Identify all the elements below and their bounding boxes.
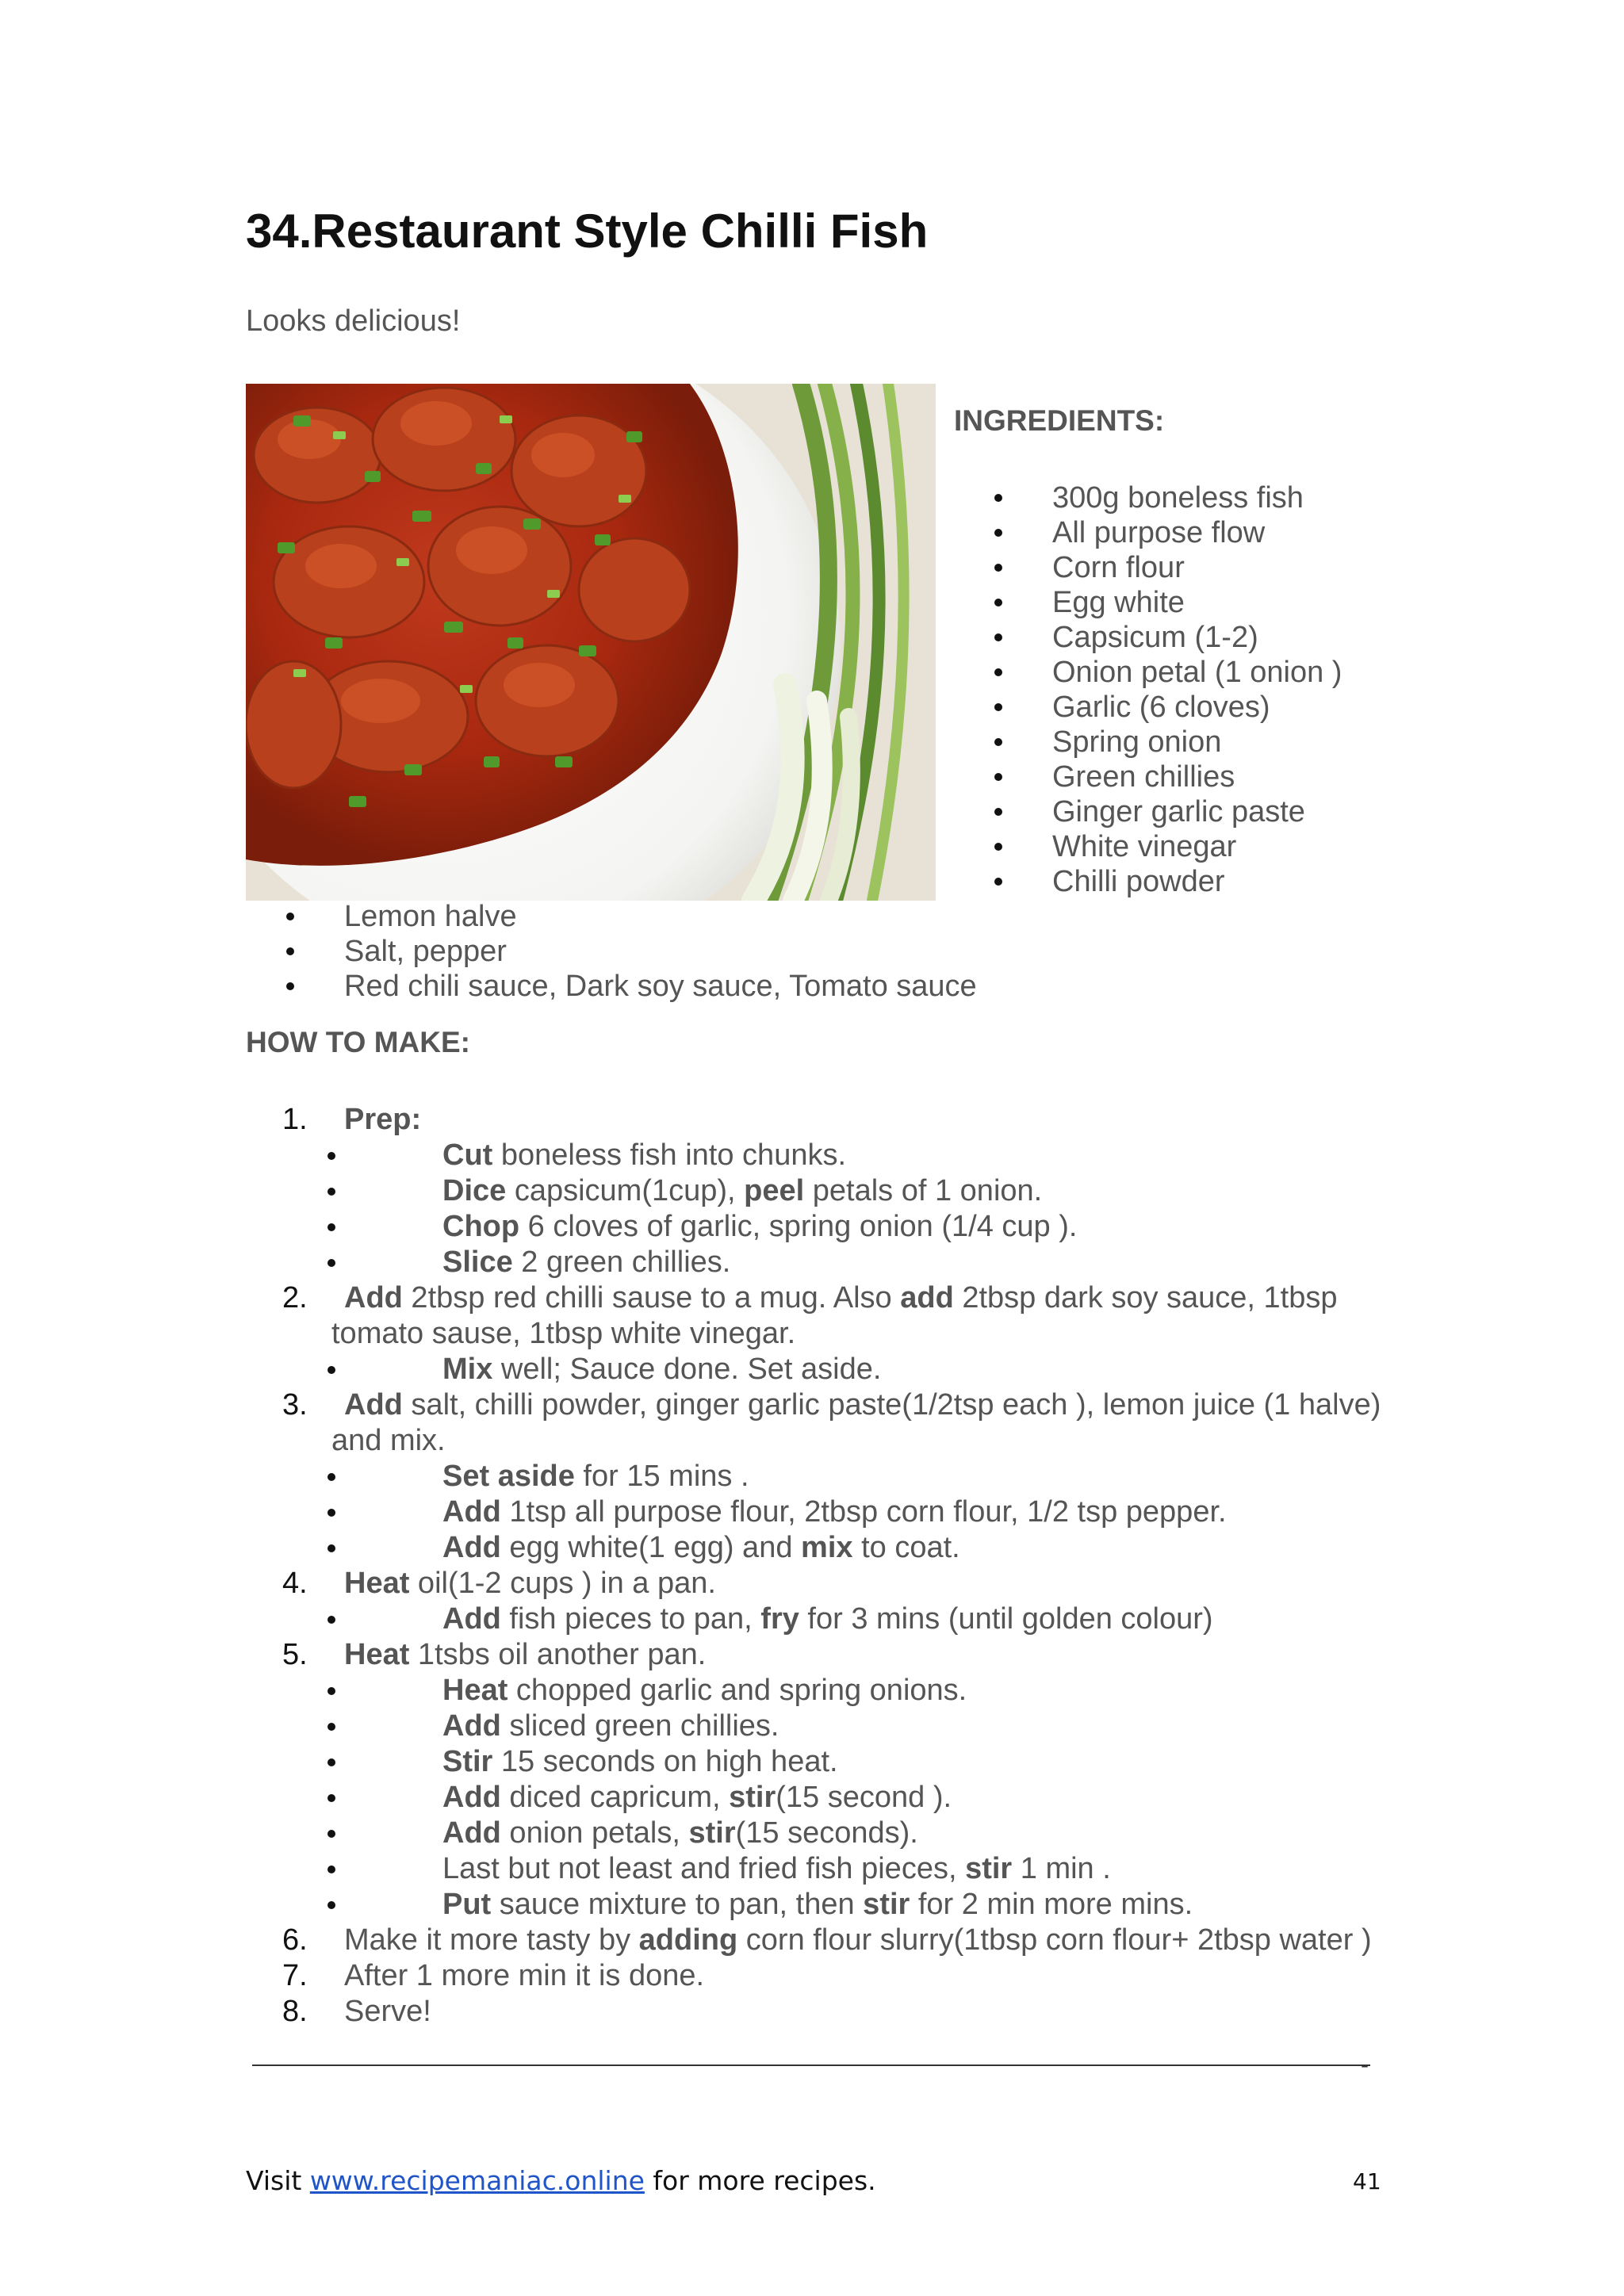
step-text: (15 seconds). [735, 1816, 918, 1850]
emphasis-text: Mix [442, 1353, 493, 1386]
sub-step-item [0, 1744, 1624, 1780]
bullet-icon [327, 1794, 335, 1802]
emphasis-text: Chop [442, 1210, 520, 1243]
emphasis-text: Heat [344, 1567, 410, 1600]
ingredient-item [344, 934, 977, 969]
bullet-icon [994, 599, 1002, 607]
sub-step-item [0, 1530, 1624, 1566]
ingredient-text: Corn flour [1052, 551, 1185, 584]
emphasis-text: Add [442, 1816, 501, 1850]
step-number: 4. [282, 1567, 308, 1600]
bullet-icon [994, 703, 1002, 711]
step-text: onion petals, [500, 1816, 689, 1850]
ingredient-item [1052, 585, 1342, 620]
step-text: Make it more tasty by [344, 1923, 639, 1957]
step-item [0, 1958, 1624, 1994]
emphasis-text: add [900, 1281, 954, 1314]
bullet-icon [327, 1901, 335, 1909]
emphasis-text: Add [442, 1602, 501, 1636]
step-item [0, 1637, 1624, 1673]
step-text: 2 green chillies. [512, 1246, 731, 1279]
emphasis-text: stir [965, 1852, 1013, 1885]
chilli-fish-photo [246, 384, 936, 901]
recipe-title: 34.Restaurant Style Chilli Fish [246, 205, 929, 258]
bullet-icon [994, 494, 1002, 502]
ingredient-text: Onion petal (1 onion ) [1052, 656, 1342, 689]
ingredient-item [1052, 690, 1342, 725]
bullet-icon [327, 1830, 335, 1838]
step-text: well; Sauce done. Set aside. [492, 1353, 882, 1386]
ingredient-item [1052, 550, 1342, 585]
emphasis-text: Heat [442, 1674, 508, 1707]
sub-step-item [0, 1780, 1624, 1816]
ingredient-text: Spring onion [1052, 725, 1222, 759]
ingredient-item [1052, 480, 1342, 515]
sub-step-item [0, 1816, 1624, 1851]
step-number: 8. [282, 1995, 308, 2028]
step-text: corn flour slurry(1tbsp corn flour+ 2tbsp water ) [737, 1923, 1372, 1957]
ingredient-text: Capsicum (1-2) [1052, 621, 1258, 654]
emphasis-text: stir [688, 1816, 736, 1850]
step-text: petals of 1 onion. [804, 1174, 1043, 1207]
step-number: 2. [282, 1281, 308, 1314]
sub-step-item [0, 1673, 1624, 1709]
emphasis-text: Slice [442, 1246, 513, 1279]
step-text: chopped garlic and spring onions. [508, 1674, 967, 1707]
bullet-icon [994, 668, 1002, 676]
step-text: 1 min . [1012, 1852, 1111, 1885]
bullet-icon [327, 1152, 335, 1160]
step-text: for 2 min more mins. [910, 1888, 1193, 1921]
step-number: 1. [282, 1103, 308, 1136]
emphasis-text: Put [442, 1888, 492, 1921]
step-text: to coat. [852, 1531, 960, 1564]
bullet-icon [327, 1544, 335, 1552]
sub-step-item [0, 1459, 1624, 1494]
emphasis-text: peel [744, 1174, 805, 1207]
emphasis-text: adding [638, 1923, 738, 1957]
emphasis-text: Heat [344, 1638, 410, 1671]
emphasis-text: Add [344, 1281, 403, 1314]
emphasis-text: Add [442, 1709, 501, 1743]
ingredient-text: Green chillies [1052, 760, 1235, 794]
bullet-icon [327, 1223, 335, 1231]
sub-step-item [0, 1851, 1624, 1887]
bullet-icon [327, 1188, 335, 1196]
sub-step-item [0, 1209, 1624, 1245]
bullet-icon [327, 1758, 335, 1766]
step-number: 3. [282, 1388, 308, 1422]
sub-step-item [0, 1138, 1624, 1173]
emphasis-text: Stir [442, 1745, 493, 1778]
step-number: 6. [282, 1923, 308, 1957]
step-text: 2tbsp dark soy sauce, 1tbsp [953, 1281, 1338, 1314]
ingredient-item [344, 969, 977, 1004]
ingredient-text: Salt, pepper [344, 935, 507, 968]
ingredient-item [1052, 515, 1342, 550]
bullet-icon [327, 1866, 335, 1873]
emphasis-text: fry [760, 1602, 799, 1636]
step-text: sliced green chillies. [500, 1709, 779, 1743]
bullet-icon [994, 878, 1002, 886]
recipe-subtitle: Looks delicious! [246, 304, 461, 338]
step-item [0, 1102, 1624, 1138]
emphasis-text: stir [863, 1888, 910, 1921]
step-text: sauce mixture to pan, then [491, 1888, 864, 1921]
step-continuation: and mix. [331, 1424, 446, 1457]
emphasis-text: Add [442, 1781, 501, 1814]
bullet-icon [327, 1509, 335, 1517]
step-text: 1tsp all purpose flour, 2tbsp corn flour, 1/2 tsp pepper. [500, 1495, 1227, 1529]
steps-list [0, 1102, 1624, 2030]
step-continuation: tomato sause, 1tbsp white vinegar. [331, 1317, 796, 1350]
website-link[interactable]: www.recipemaniac.online [309, 2165, 645, 2196]
ingredient-item [1052, 829, 1342, 864]
separator-line [252, 2064, 1370, 2066]
bullet-icon [994, 633, 1002, 641]
ingredient-item [1052, 725, 1342, 760]
bullet-icon [286, 982, 294, 990]
bullet-icon [994, 808, 1002, 816]
sub-step-item [0, 1173, 1624, 1209]
bullet-icon [994, 564, 1002, 572]
step-text: Serve! [344, 1995, 431, 2028]
bullet-icon [286, 947, 294, 955]
sub-step-item [0, 1709, 1624, 1744]
emphasis-text: Dice [442, 1174, 507, 1207]
ingredient-item [1052, 794, 1342, 829]
step-number: 5. [282, 1638, 308, 1671]
emphasis-text: stir [729, 1781, 776, 1814]
emphasis-text: Prep: [344, 1103, 422, 1136]
step-text: egg white(1 egg) and [500, 1531, 802, 1564]
ingredient-text: Ginger garlic paste [1052, 795, 1305, 828]
page-number: 41 [1353, 2168, 1381, 2195]
step-item [0, 1994, 1624, 2030]
ingredient-text: Red chili sauce, Dark soy sauce, Tomato sauce [344, 970, 977, 1003]
bullet-icon [994, 773, 1002, 781]
bullet-icon [327, 1687, 335, 1695]
bullet-icon [286, 913, 294, 920]
step-text: oil(1-2 cups ) in a pan. [409, 1567, 716, 1600]
bullet-icon [327, 1259, 335, 1267]
step-text: for 3 mins (until golden colour) [799, 1602, 1213, 1636]
ingredient-text: Garlic (6 cloves) [1052, 691, 1270, 724]
ingredients-heading: INGREDIENTS: [954, 404, 1165, 437]
step-text: salt, chilli powder, ginger garlic paste(1/2tsp each ), lemon juice (1 halve) [402, 1388, 1381, 1422]
step-text: fish pieces to pan, [500, 1602, 761, 1636]
ingredient-text: Lemon halve [344, 900, 517, 933]
step-text: 15 seconds on high heat. [492, 1745, 838, 1778]
emphasis-text: Cut [442, 1138, 493, 1172]
step-text: boneless fish into chunks. [492, 1138, 847, 1172]
step-text: 1tsbs oil another pan. [409, 1638, 707, 1671]
step-text: 2tbsp red chilli sause to a mug. Also [402, 1281, 901, 1314]
emphasis-text: Add [442, 1531, 501, 1564]
sub-step-item [0, 1887, 1624, 1923]
bullet-icon [327, 1366, 335, 1374]
sub-step-item [0, 1352, 1624, 1387]
ingredient-text: All purpose flow [1052, 516, 1266, 549]
step-text: 6 cloves of garlic, spring onion (1/4 cup ). [519, 1210, 1078, 1243]
step-number: 7. [282, 1959, 308, 1992]
emphasis-text: Add [344, 1388, 403, 1422]
bullet-icon [327, 1723, 335, 1731]
footer-prefix: Visit [246, 2165, 310, 2196]
bullet-icon [994, 529, 1002, 537]
ingredient-item [1052, 760, 1342, 794]
step-text: (15 second ). [776, 1781, 952, 1814]
sub-step-item [0, 1601, 1624, 1637]
bullet-icon [327, 1616, 335, 1624]
step-item [0, 1280, 1624, 1316]
footer [246, 2165, 876, 2196]
footer-suffix: for more recipes. [644, 2165, 876, 2196]
ingredients-list-left [344, 899, 977, 1004]
ingredient-text: Egg white [1052, 586, 1185, 619]
ingredient-item [1052, 864, 1342, 899]
step-text: diced capricum, [500, 1781, 730, 1814]
emphasis-text: mix [801, 1531, 853, 1564]
step-text: After 1 more min it is done. [344, 1959, 705, 1992]
ingredient-text: Chilli powder [1052, 865, 1225, 898]
emphasis-text: Add [442, 1495, 501, 1529]
how-to-make-heading: HOW TO MAKE: [246, 1026, 470, 1058]
ingredient-item [344, 899, 977, 934]
step-item [0, 1566, 1624, 1601]
ingredient-item [1052, 655, 1342, 690]
bullet-icon [994, 843, 1002, 851]
step-text: for 15 mins . [574, 1460, 749, 1493]
separator-tail: - [1361, 2052, 1369, 2078]
ingredient-text: 300g boneless fish [1052, 481, 1304, 515]
bullet-icon [327, 1473, 335, 1481]
bullet-icon [994, 738, 1002, 746]
step-item [0, 1387, 1624, 1423]
emphasis-text: Set aside [442, 1460, 575, 1493]
ingredients-list-right [1052, 480, 1342, 899]
sub-step-item [0, 1245, 1624, 1280]
step-item [0, 1923, 1624, 1958]
sub-step-item [0, 1494, 1624, 1530]
step-text: Last but not least and fried fish pieces, [442, 1852, 966, 1885]
ingredient-text: White vinegar [1052, 830, 1237, 863]
step-text: capsicum(1cup), [506, 1174, 745, 1207]
ingredient-item [1052, 620, 1342, 655]
